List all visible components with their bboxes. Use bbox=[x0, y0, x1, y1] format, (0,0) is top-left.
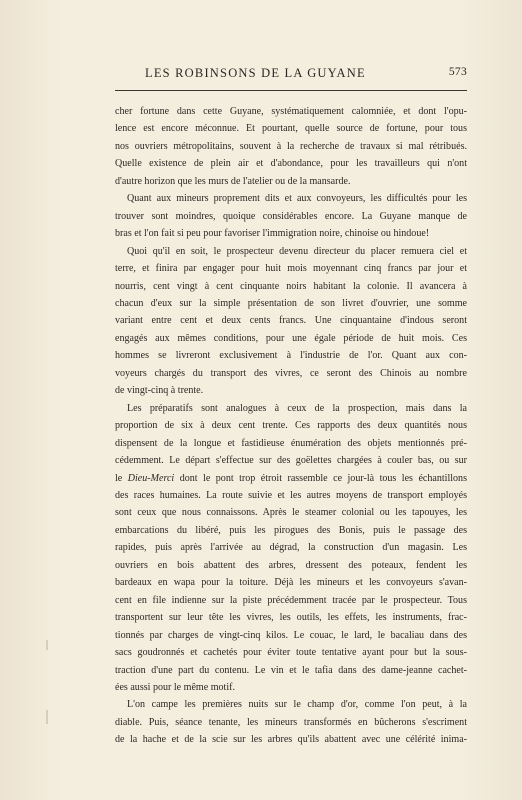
text-line: cent en file indienne sur la piste précédemment tracée par le prospecteur. Tous bbox=[115, 594, 467, 606]
text-line: d'autre horizon que les murs de l'atelier ou de la mansarde. bbox=[115, 175, 351, 187]
text-line: rapides, puis après l'arrivée au dégrad, la construction d'un magasin. Les bbox=[115, 542, 467, 554]
text-line: hommes se livreront exclusivement à l'industrie de l'or. Quant aux con- bbox=[115, 350, 467, 362]
text-line: traction d'une part du contenu. Le vin et le tafia dans des dame-jeanne cachet- bbox=[115, 664, 467, 676]
page-number: 573 bbox=[448, 66, 467, 78]
text-line: Quant aux mineurs proprement dits et aux convoyeurs, les difficultés pour les bbox=[127, 193, 467, 205]
header-rule bbox=[115, 90, 467, 91]
text-line: diable. Puis, séance tenante, les mineurs transformés en bûcherons s'escriment bbox=[115, 716, 467, 728]
running-title: LES ROBINSONS DE LA GUYANE bbox=[145, 66, 366, 80]
text-line: bras et l'on fait si peu pour favoriser l'immigration noire, chinoise ou hindoue! bbox=[115, 228, 430, 240]
text-line: Les préparatifs sont analogues à ceux de la prospection, mais dans la bbox=[127, 402, 467, 414]
text-line: Quelle existence de plein air et d'abondance, pour les travailleurs qui n'ont bbox=[115, 158, 467, 170]
text-line: proportion de six à deux cent trente. Ces rapports des deux quantités nous bbox=[115, 420, 467, 432]
paragraph-2 bbox=[115, 190, 467, 242]
text-line: trouver sont moindres, quoique considérables encore. La Guyane manque de bbox=[115, 210, 467, 222]
text-line: bardeaux en wapa pour la toiture. Déjà les mineurs et les convoyeurs s'avan- bbox=[115, 577, 467, 589]
text-line: des races humaines. La route suivie et les autres moyens de transport employés bbox=[115, 489, 467, 501]
paragraph-3 bbox=[115, 243, 467, 400]
paragraph-1 bbox=[115, 103, 467, 190]
body-text bbox=[115, 103, 467, 749]
text-line: nourris, cent vingt à cent cinquante noirs habitant la colonie. Il avancera à bbox=[115, 280, 467, 292]
ship-name: Dieu-Merci bbox=[127, 472, 175, 484]
text-line: sacs goudronnés et cachetés pour éviter toute tentative ayant pour but la sous- bbox=[115, 647, 467, 659]
text-line: engagés aux mêmes conditions, pour une égale période de huit mois. Ces bbox=[115, 332, 467, 344]
paragraph-4 bbox=[115, 400, 467, 697]
text-line: de la hache et de la scie sur les arbres qu'ils abattent avec une célérité inima- bbox=[115, 734, 467, 746]
text-line: terre, et finira par engager pour huit mois moyennant cinq francs par jour et bbox=[115, 263, 467, 275]
text-line: chacun d'eux sur la simple présentation de son livret d'ouvrier, une somme bbox=[115, 297, 467, 309]
text-line: cher fortune dans cette Guyane, systématiquement calomniée, et dont l'opu- bbox=[115, 106, 467, 117]
text-line: tionnés par charges de vingt-cinq kilos. Le couac, le lard, le bacaliau dans des bbox=[115, 629, 467, 641]
margin-mark bbox=[46, 640, 48, 650]
text-line: Quoi qu'il en soit, le prospecteur devenu directeur du placer remuera ciel et bbox=[127, 245, 467, 257]
paragraph-5 bbox=[115, 696, 467, 748]
text-line: lence est encore méconnue. Et pourtant, quelle source de fortune, pour tous bbox=[115, 123, 467, 135]
text-line: variant entre cent et deux cents francs. Une cinquantaine d'indous seront bbox=[115, 315, 467, 327]
text-line: cédemment. Le départ s'effectue sur des goëlettes chargées à couler bas, ou sur bbox=[115, 455, 467, 467]
text-line: dispensent de la longue et fastidieuse énumération des objets mentionnés pré- bbox=[115, 437, 467, 449]
text-line: nos ouvriers métropolitains, souvent à la recherche de travaux si mal rétribués. bbox=[115, 140, 467, 152]
text-line: ouvriers en bois abattent des arbres, dressent des poteaux, fendent les bbox=[115, 559, 467, 571]
text-line: voyeurs chargés du transport des vivres, ce seront des Chinois au nombre bbox=[115, 367, 467, 379]
text-line: ées aussi pour le même motif. bbox=[115, 681, 235, 693]
text-fragment: dont le pont trop étroit rassemble ce jour-là tous les échantillons bbox=[174, 472, 467, 484]
text-line: embarcations du libéré, puis les pirogues des Bonis, puis le passage des bbox=[115, 524, 467, 536]
margin-mark bbox=[46, 710, 48, 724]
text-line: de vingt-cinq à trente. bbox=[115, 385, 204, 397]
text-line: sont ceux que nous connaissons. Après le steamer colonial ou les tapouyes, les bbox=[115, 507, 467, 519]
text-line: L'on campe les premières nuits sur le champ d'or, comme l'on peut, à la bbox=[127, 699, 467, 711]
page-header bbox=[115, 66, 467, 84]
text-fragment: le bbox=[115, 472, 128, 484]
text-line: transportent sur leur tête les vivres, les outils, les effets, les instruments, frac- bbox=[115, 612, 467, 624]
text-line-with-italic bbox=[115, 470, 467, 487]
